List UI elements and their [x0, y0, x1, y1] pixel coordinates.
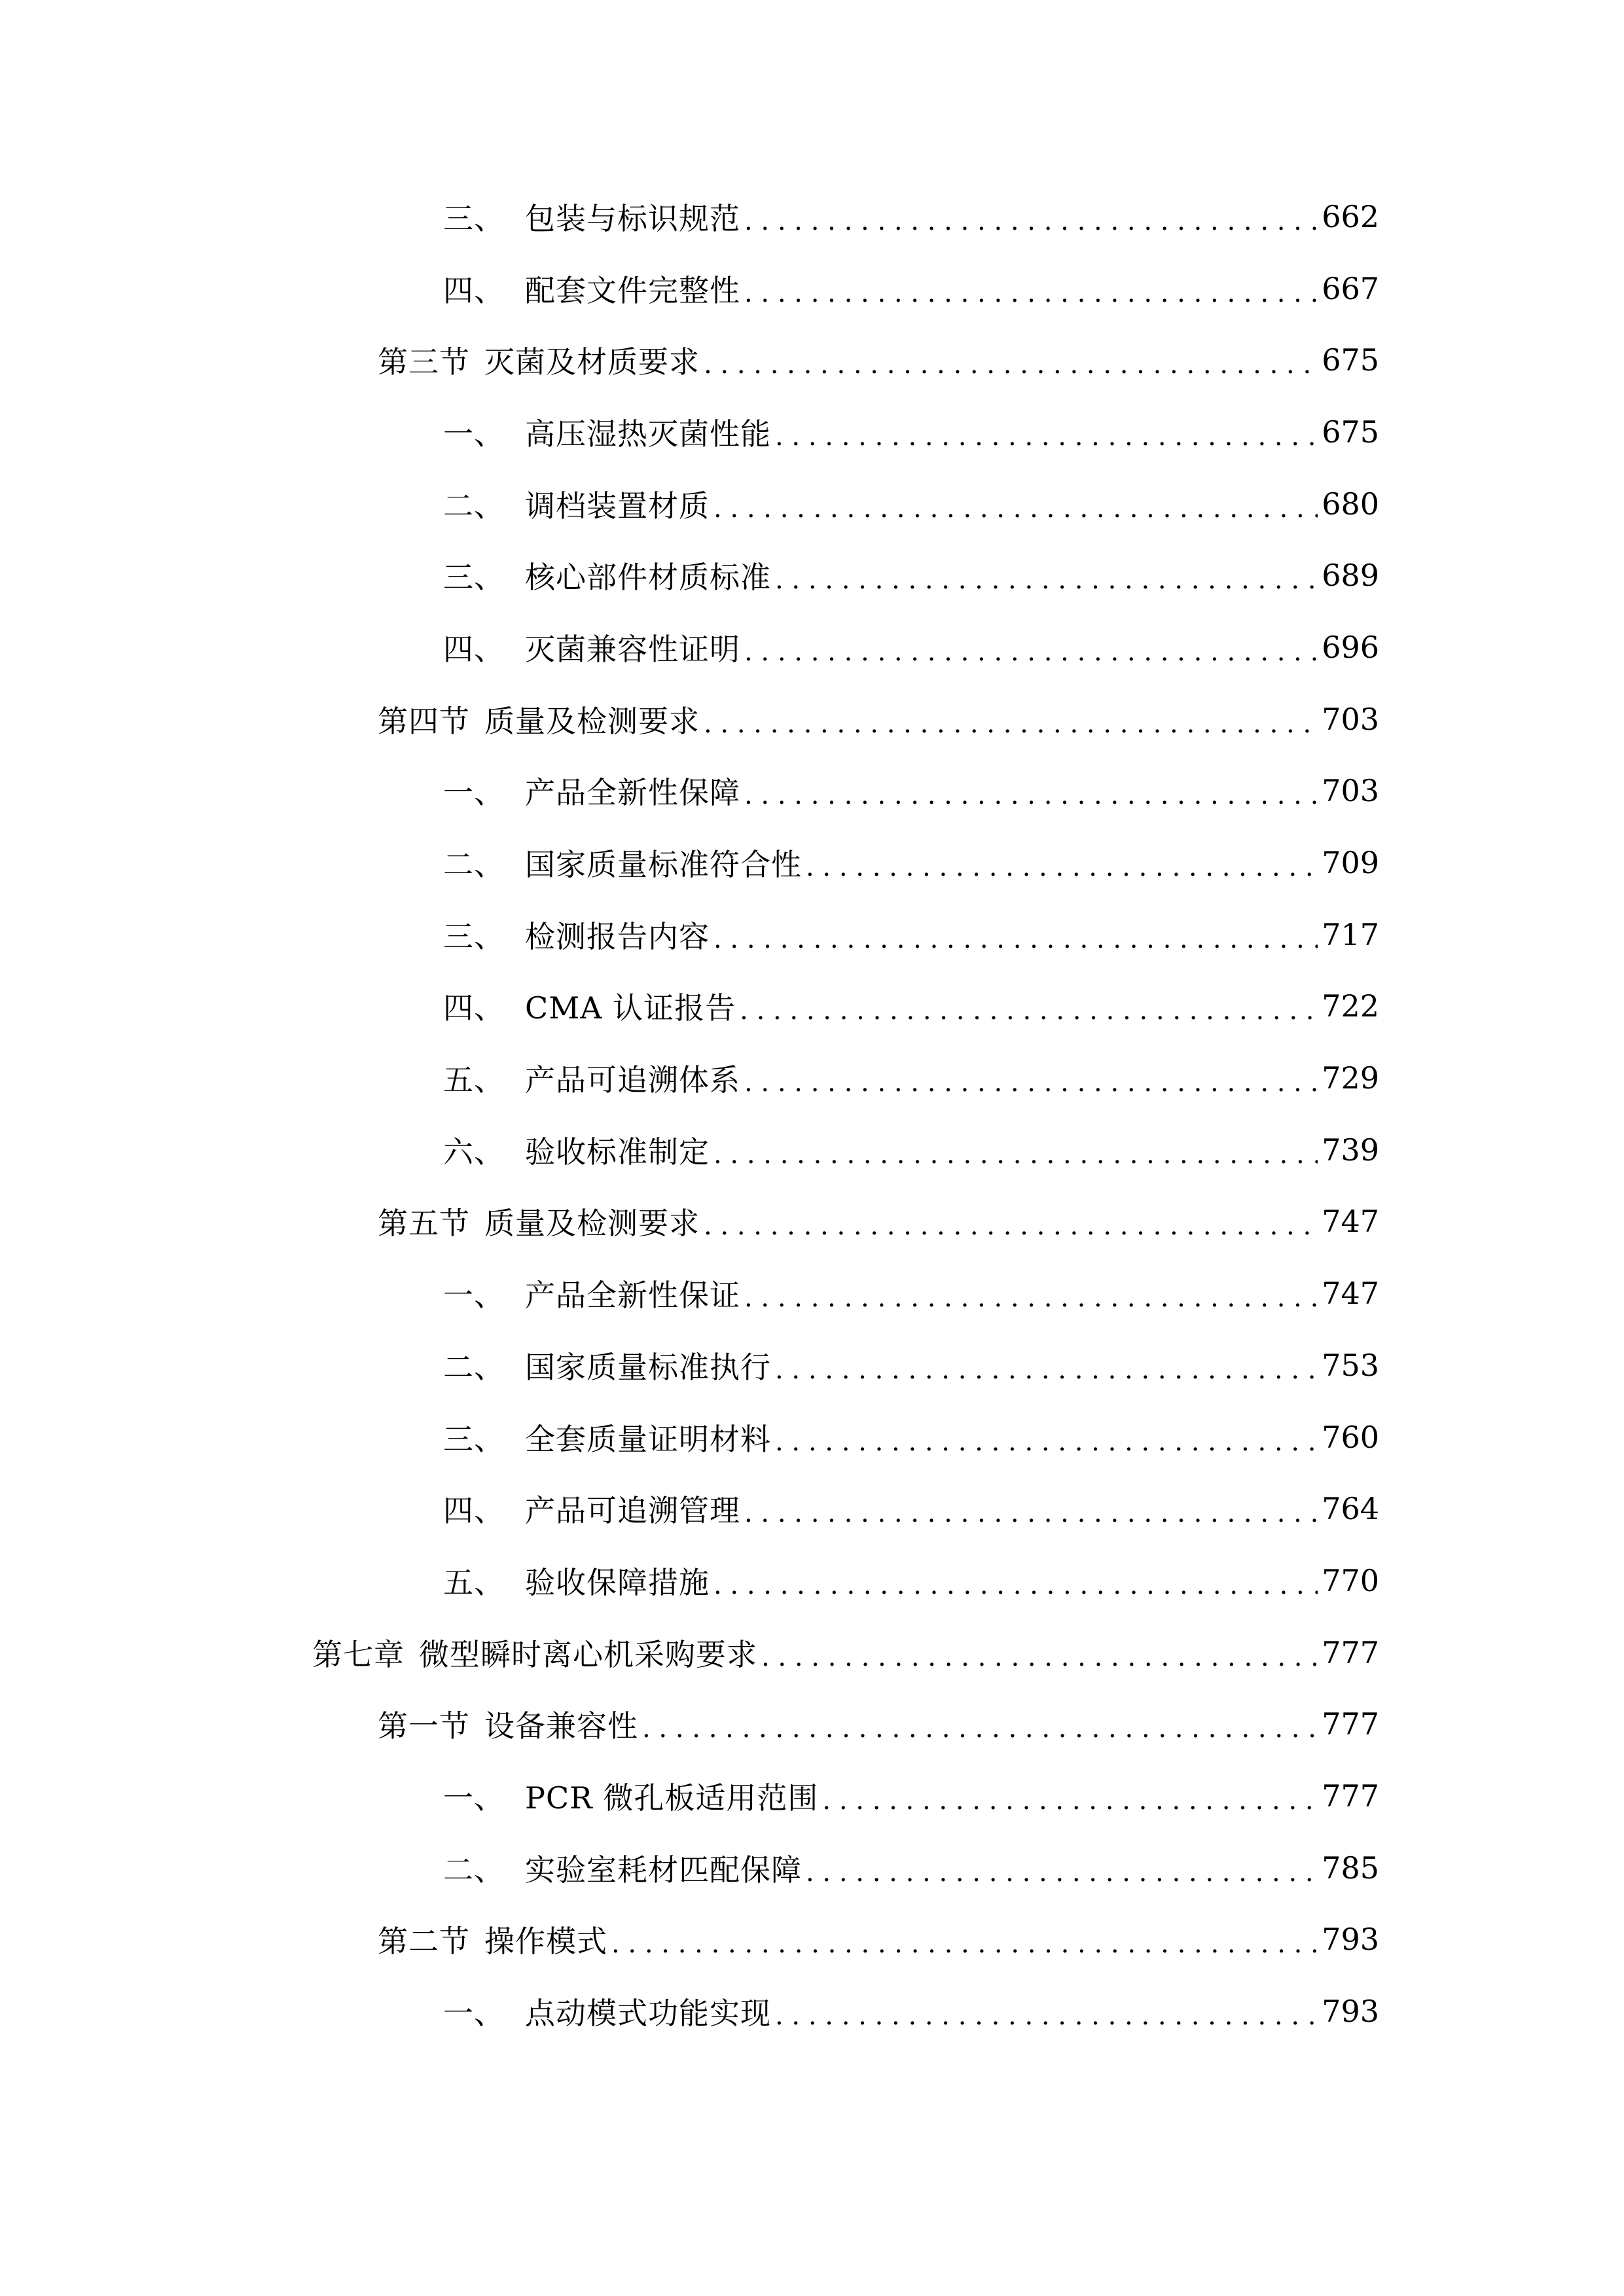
toc-entry-title: 验收标准制定	[525, 1134, 710, 1170]
toc-entry[interactable]	[0, 1042, 1624, 1114]
toc-entry-page: 793	[1322, 1994, 1379, 2030]
toc-entry-page: 717	[1322, 916, 1379, 952]
toc-entry[interactable]	[0, 539, 1624, 611]
dot-leader	[744, 1063, 1318, 1093]
toc-entry-page: 675	[1322, 414, 1379, 450]
toc-entry[interactable]	[0, 827, 1624, 899]
toc-entry-page: 760	[1322, 1419, 1379, 1455]
toc-entry-number: 五、	[443, 1062, 505, 1098]
toc-entry[interactable]	[0, 1760, 1624, 1832]
toc-entry-page: 680	[1322, 486, 1379, 522]
table-of-contents	[0, 181, 1624, 2047]
toc-entry-number: 第五节	[378, 1206, 470, 1242]
toc-entry-page: 777	[1322, 1706, 1379, 1742]
toc-entry-number: 二、	[443, 488, 505, 524]
toc-entry-line	[443, 197, 1379, 236]
dot-leader	[775, 1422, 1318, 1452]
toc-entry[interactable]	[0, 324, 1624, 396]
toc-entry[interactable]	[0, 1617, 1624, 1689]
toc-entry-line	[443, 986, 1379, 1026]
dot-leader	[704, 704, 1318, 734]
toc-entry-number: 二、	[443, 1852, 505, 1888]
toc-entry[interactable]	[0, 1473, 1624, 1545]
toc-entry-title: 核心部件材质标准	[525, 560, 771, 596]
toc-entry-page: 785	[1322, 1850, 1379, 1886]
toc-entry-line	[312, 1633, 1379, 1672]
dot-leader	[713, 489, 1318, 519]
toc-entry-line	[443, 484, 1379, 524]
toc-entry-number: 六、	[443, 1134, 505, 1170]
dot-leader	[744, 776, 1318, 806]
toc-entry[interactable]	[0, 1401, 1624, 1473]
toc-entry-number: 二、	[443, 847, 505, 883]
toc-entry[interactable]	[0, 396, 1624, 468]
toc-entry-line	[443, 843, 1379, 882]
dot-leader	[704, 345, 1318, 375]
dot-leader	[744, 1278, 1318, 1308]
toc-entry[interactable]	[0, 899, 1624, 971]
toc-entry-line	[443, 771, 1379, 810]
toc-entry-page: 777	[1322, 1634, 1379, 1670]
dot-leader	[713, 920, 1318, 950]
toc-entry-title: 产品全新性保证	[525, 1278, 740, 1314]
toc-entry-title: 产品可追溯管理	[525, 1493, 740, 1529]
toc-entry[interactable]	[0, 468, 1624, 540]
toc-entry-title: 产品全新性保障	[525, 775, 740, 811]
toc-entry-title: 包装与标识规范	[525, 200, 740, 236]
toc-entry-page: 703	[1322, 701, 1379, 737]
dot-leader	[744, 1494, 1318, 1524]
toc-entry[interactable]	[0, 611, 1624, 683]
toc-entry-page: 747	[1322, 1276, 1379, 1312]
toc-entry-line	[443, 412, 1379, 452]
toc-entry-line	[443, 1058, 1379, 1098]
toc-entry-title: 灭菌兼容性证明	[525, 631, 740, 667]
toc-entry-title: 灭菌及材质要求	[484, 344, 700, 380]
toc-entry-page: 675	[1322, 342, 1379, 378]
toc-entry-number: 二、	[443, 1349, 505, 1385]
toc-entry-line	[443, 628, 1379, 667]
toc-entry-page: 793	[1322, 1922, 1379, 1958]
toc-entry-number: 四、	[443, 1493, 505, 1529]
dot-leader	[775, 417, 1318, 447]
toc-entry-number: 第三节	[378, 344, 470, 380]
toc-entry[interactable]	[0, 1114, 1624, 1186]
toc-entry-line	[378, 1704, 1379, 1744]
dot-leader	[775, 1350, 1318, 1380]
toc-entry-line	[443, 1848, 1379, 1888]
toc-entry[interactable]	[0, 181, 1624, 253]
toc-entry[interactable]	[0, 1832, 1624, 1904]
toc-entry-page: 764	[1322, 1491, 1379, 1527]
toc-entry-line	[443, 1489, 1379, 1528]
toc-entry-page: 747	[1322, 1204, 1379, 1240]
toc-entry-line	[378, 340, 1379, 380]
dot-leader	[806, 848, 1318, 878]
toc-entry-number: 第一节	[378, 1708, 470, 1744]
dot-leader	[761, 1638, 1318, 1668]
dot-leader	[822, 1781, 1318, 1811]
dot-leader	[611, 1924, 1318, 1954]
dot-leader	[775, 1996, 1318, 2026]
dot-leader	[744, 632, 1318, 662]
toc-entry-title: 点动模式功能实现	[525, 1996, 771, 2032]
toc-entry-line	[443, 1418, 1379, 1457]
dot-leader	[740, 991, 1318, 1021]
toc-entry-number: 一、	[443, 1780, 505, 1816]
dot-leader	[642, 1709, 1318, 1739]
toc-entry-page: 729	[1322, 1060, 1379, 1096]
toc-entry-title: 产品可追溯体系	[525, 1062, 740, 1098]
toc-entry[interactable]	[0, 683, 1624, 755]
toc-entry-page: 709	[1322, 845, 1379, 881]
toc-entry-number: 四、	[443, 272, 505, 308]
toc-entry-title: 实验室耗材匹配保障	[525, 1852, 802, 1888]
toc-entry[interactable]	[0, 1688, 1624, 1760]
toc-entry[interactable]	[0, 1186, 1624, 1258]
toc-entry-title: CMA 认证报告	[525, 990, 736, 1026]
toc-entry[interactable]	[0, 1329, 1624, 1401]
toc-entry-number: 四、	[443, 631, 505, 667]
toc-entry-number: 三、	[443, 918, 505, 954]
toc-entry-page: 777	[1322, 1778, 1379, 1814]
dot-leader	[704, 1206, 1318, 1236]
toc-entry-page: 662	[1322, 198, 1379, 234]
toc-entry-title: 操作模式	[484, 1924, 607, 1960]
toc-entry-title: 检测报告内容	[525, 918, 710, 954]
dot-leader	[713, 1135, 1318, 1165]
toc-entry-title: 国家质量标准执行	[525, 1349, 771, 1385]
toc-entry-number: 第二节	[378, 1924, 470, 1960]
toc-entry-page: 696	[1322, 629, 1379, 665]
toc-entry-line	[378, 700, 1379, 739]
toc-entry-title: 高压湿热灭菌性能	[525, 416, 771, 452]
toc-entry-page: 689	[1322, 558, 1379, 594]
toc-entry-title: 微型瞬时离心机采购要求	[419, 1636, 757, 1672]
toc-entry-line	[443, 1776, 1379, 1816]
toc-entry-title: 质量及检测要求	[484, 1206, 700, 1242]
toc-entry-number: 第四节	[378, 703, 470, 739]
toc-entry-page: 722	[1322, 988, 1379, 1024]
toc-entry-line	[443, 1346, 1379, 1385]
toc-entry-title: 国家质量标准符合性	[525, 847, 802, 883]
toc-entry-line	[443, 1561, 1379, 1600]
toc-entry-line	[443, 1274, 1379, 1313]
toc-entry-number: 三、	[443, 200, 505, 236]
toc-entry-number: 一、	[443, 775, 505, 811]
toc-entry-title: 设备兼容性	[484, 1708, 638, 1744]
toc-entry-title: PCR 微孔板适用范围	[525, 1780, 819, 1816]
toc-entry-line	[443, 1130, 1379, 1170]
toc-entry[interactable]	[0, 1975, 1624, 2047]
toc-entry-line	[378, 1202, 1379, 1241]
toc-entry-number: 一、	[443, 1278, 505, 1314]
toc-entry[interactable]	[0, 1257, 1624, 1329]
toc-entry-number: 五、	[443, 1564, 505, 1600]
toc-entry-title: 验收保障措施	[525, 1564, 710, 1600]
toc-entry[interactable]	[0, 755, 1624, 827]
dot-leader	[713, 1566, 1318, 1596]
dot-leader	[744, 202, 1318, 232]
dot-leader	[806, 1853, 1318, 1883]
toc-entry[interactable]	[0, 253, 1624, 325]
toc-entry-number: 四、	[443, 990, 505, 1026]
toc-entry[interactable]	[0, 971, 1624, 1043]
toc-entry-line	[443, 556, 1379, 595]
toc-entry-page: 703	[1322, 773, 1379, 809]
toc-entry-number: 三、	[443, 1421, 505, 1457]
toc-entry-line	[443, 269, 1379, 308]
toc-entry-title: 配套文件完整性	[525, 272, 740, 308]
dot-leader	[775, 560, 1318, 590]
toc-entry[interactable]	[0, 1904, 1624, 1976]
toc-entry-number: 一、	[443, 416, 505, 452]
toc-entry-number: 第七章	[312, 1636, 405, 1672]
toc-entry-title: 质量及检测要求	[484, 703, 700, 739]
toc-entry[interactable]	[0, 1545, 1624, 1617]
toc-entry-line	[443, 915, 1379, 954]
toc-entry-number: 三、	[443, 560, 505, 596]
toc-entry-number: 一、	[443, 1996, 505, 2032]
toc-entry-title: 全套质量证明材料	[525, 1421, 771, 1457]
toc-entry-page: 753	[1322, 1347, 1379, 1383]
toc-entry-line	[443, 1992, 1379, 2031]
toc-entry-line	[378, 1920, 1379, 1959]
toc-entry-page: 667	[1322, 270, 1379, 306]
dot-leader	[744, 274, 1318, 304]
toc-entry-page: 770	[1322, 1562, 1379, 1598]
toc-entry-page: 739	[1322, 1132, 1379, 1168]
toc-entry-title: 调档装置材质	[525, 488, 710, 524]
